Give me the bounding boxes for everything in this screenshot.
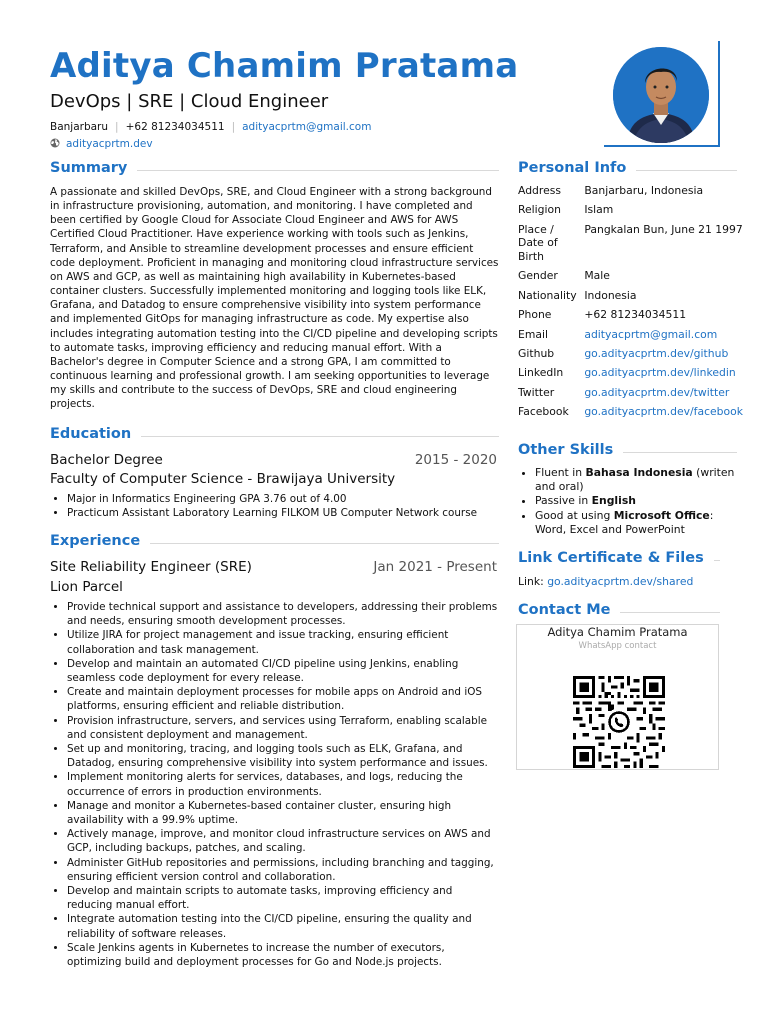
info-label: LinkedIn — [518, 366, 564, 380]
info-row-nationality — [518, 289, 743, 308]
github-link[interactable]: go.adityacprtm.dev/github — [584, 346, 729, 360]
experience-role: Site Reliability Engineer (SRE) — [50, 559, 252, 575]
info-value: Pangkalan Bun, June 21 1997 — [584, 222, 743, 236]
info-row-address — [518, 184, 743, 203]
list-item: • Set up and monitoring, tracing, and logging tools such as ELK, Grafana, and Datadog, ensuring comprehensive visibility into system performance and issues. — [67, 742, 499, 770]
info-row-religion — [518, 203, 743, 222]
avatar — [613, 47, 709, 143]
list-item: • Manage and monitor a Kubernetes-based container cluster, ensuring high availability with a 99.9% uptime. — [67, 799, 499, 827]
list-item: • Actively manage, improve, and monitor cloud infrastructure services on AWS and GCP, including backups, patches, and scaling. — [67, 827, 499, 855]
info-value: Islam — [584, 203, 614, 217]
info-row-phone — [518, 308, 743, 327]
twitter-link[interactable]: go.adityacprtm.dev/twitter — [584, 385, 730, 399]
info-value: +62 81234034511 — [584, 308, 687, 322]
globe-icon — [50, 138, 60, 148]
personal-info-table — [518, 184, 743, 424]
facebook-link[interactable]: go.adityacprtm.dev/facebook — [584, 405, 743, 419]
contact-line — [50, 121, 371, 133]
info-label: Facebook — [518, 405, 569, 419]
website-line — [50, 138, 153, 150]
skills-list — [518, 466, 743, 537]
phone-text: +62 81234034511 — [125, 121, 225, 133]
experience-company: Lion Parcel — [50, 579, 123, 595]
education-school: Faculty of Computer Science - Brawijaya University — [50, 471, 396, 487]
email-link[interactable]: adityacprtm@gmail.com — [584, 327, 718, 341]
skill-text: Good at using — [535, 508, 614, 522]
info-value: Indonesia — [584, 288, 637, 302]
list-item: • Provision infrastructure, servers, and services using Terraform, enabling scalable and consistent deployment and management. — [67, 714, 499, 742]
info-label: Github — [518, 346, 555, 360]
linkedin-link[interactable]: go.adityacprtm.dev/linkedin — [584, 366, 736, 380]
education-degree: Bachelor Degree — [50, 452, 163, 468]
info-label: Address — [518, 184, 561, 197]
info-row-linkedin — [518, 366, 743, 385]
info-label: Gender — [518, 269, 558, 283]
skill-bold: English — [591, 494, 636, 508]
education-years: 2015 - 2020 — [414, 452, 497, 468]
skills-heading: Other Skills — [518, 442, 623, 458]
info-value: Banjarbaru, Indonesia — [584, 184, 704, 197]
experience-heading: Experience — [50, 533, 150, 549]
skill-text: (writen and oral) — [535, 466, 735, 494]
info-label: Place / Date of Birth — [518, 222, 558, 263]
education-heading: Education — [50, 426, 141, 442]
info-row-github — [518, 347, 743, 366]
separator: | — [115, 121, 119, 133]
website-link[interactable]: adityacprtm.dev — [66, 138, 153, 150]
skill-bold: Microsoft Office — [613, 508, 710, 522]
experience-bullets — [50, 600, 499, 969]
list-item: • Provide technical support and assistance to developers, addressing their problems and needs, ensuring smooth development processes. — [67, 600, 499, 628]
info-label: Email — [518, 327, 548, 341]
info-row-facebook — [518, 405, 743, 424]
info-row-birth — [518, 223, 743, 270]
list-item: • Implement monitoring alerts for services, databases, and logs, reducing the occurrence of errors in production environments. — [67, 770, 499, 798]
list-item: • Create and maintain deployment processes for mobile apps on Android and iOS platforms, ensuring efficient and reliable distribution. — [67, 685, 499, 713]
list-item: • Develop and maintain an automated CI/CD pipeline using Jenkins, enabling seamless code deployment for every release. — [67, 657, 499, 685]
info-row-twitter — [518, 386, 743, 405]
info-label: Twitter — [518, 385, 555, 399]
list-item — [535, 494, 743, 508]
contact-heading: Contact Me — [518, 602, 620, 618]
skill-text: : Word, Excel and PowerPoint — [535, 508, 714, 536]
info-value: Male — [584, 269, 610, 283]
info-label: Religion — [518, 203, 561, 217]
info-label: Nationality — [518, 288, 577, 302]
candidate-name: Aditya Chamim Pratama — [50, 46, 519, 86]
experience-dates: Jan 2021 - Present — [373, 559, 497, 575]
candidate-title: DevOps | SRE | Cloud Engineer — [50, 91, 329, 112]
certificates-label: Link: — [518, 575, 544, 588]
whatsapp-contact-card — [516, 624, 719, 770]
qr-contact-name: Aditya Chamim Pratama — [547, 625, 688, 639]
certificates-heading: Link Certificate & Files — [518, 550, 714, 566]
list-item: • Practicum Assistant Laboratory Learning FILKOM UB Computer Network course — [67, 506, 499, 520]
info-row-email — [518, 328, 743, 347]
profile-photo — [613, 47, 709, 143]
email-link[interactable]: adityacprtm@gmail.com — [242, 121, 372, 133]
separator: | — [231, 121, 236, 133]
summary-heading: Summary — [50, 160, 137, 176]
list-item: • Major in Informatics Engineering GPA 3.76 out of 4.00 — [67, 492, 499, 506]
list-item: • Integrate automation testing into the CI/CD pipeline, ensuring the quality and reliability of software releases. — [67, 912, 499, 940]
qr-code[interactable] — [573, 676, 665, 768]
certificates-line — [518, 575, 693, 588]
list-item: • Utilize JIRA for project management and issue tracking, ensuring efficient collaboration and task management. — [67, 628, 499, 656]
location-text: Banjarbaru — [50, 121, 109, 133]
list-item: • Scale Jenkins agents in Kubernetes to increase the number of executors, optimizing build and deployment processes for Go and Node.js projects. — [67, 941, 499, 969]
education-bullets — [50, 492, 499, 520]
info-row-gender — [518, 269, 743, 288]
summary-text: A passionate and skilled DevOps, SRE, and Cloud Engineer with a strong background in infrastructure provisioning, automation, and monitoring. I have completed and been certified by Google Cloud for Associate Cloud Engineer and AWS for AWS Certified Cloud Practitioner. Have experience working with tools such as Jenkins, Terraform, and Ansible to streamline development processes and ensure efficient code deployment. Proficient in managing and monitoring cloud infrastructure services on AWS and GCP, as well as maintaining high availability in Kubernetes-based container clusters. Successfully implemented monitoring and logging tools like ELK, Grafana, and Datadog to ensure comprehensive visibility into system performance and implemented GitOps for managing infrastructure as code. My expertise also includes integrating automation testing into the CI/CD pipeline and developing scripts to automate tasks, improving efficiency and reducing manual effort. With a Bachelor's degree in Computer Science and a strong GPA, I am committed to continuous learning and professional growth. I am seeking opportunities to leverage my skills and contribute to the success of DevOps, SRE and cloud engineering projects. — [50, 186, 499, 411]
certificates-link[interactable]: go.adityacprtm.dev/shared — [547, 575, 694, 588]
list-item: • Develop and maintain scripts to automate tasks, improving efficiency and reducing manual effort. — [67, 884, 499, 912]
info-label: Phone — [518, 308, 552, 322]
skill-text: Fluent in — [535, 466, 586, 479]
skill-bold: Bahasa Indonesia — [585, 466, 693, 479]
list-item — [535, 509, 743, 537]
list-item — [535, 466, 743, 494]
personal-info-heading: Personal Info — [518, 160, 636, 176]
qr-contact-subtitle: WhatsApp contact — [578, 641, 657, 651]
list-item: • Administer GitHub repositories and permissions, including branching and tagging, ensuring efficient version control and collaboration. — [67, 856, 499, 884]
skill-text: Passive in — [535, 494, 592, 508]
